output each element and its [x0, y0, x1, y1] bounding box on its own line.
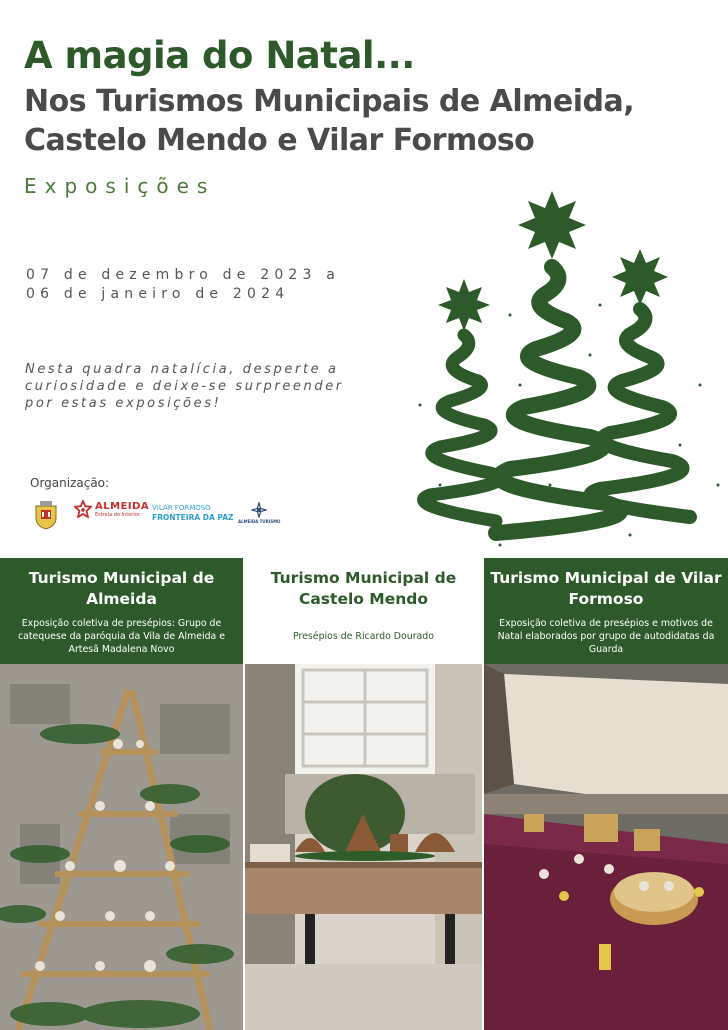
date-line-start: 07 de dezembro de 2023 a	[26, 267, 341, 283]
date-line-end: 06 de janeiro de 2024	[26, 286, 290, 302]
exhibition-photo	[484, 664, 728, 1030]
christmas-tree-icon	[400, 185, 728, 555]
exhibition-title: Turismo Municipal de Almeida	[28, 569, 215, 608]
exhibition-photo	[245, 664, 482, 1030]
exhibition-title: Turismo Municipal de Castelo Mendo	[270, 569, 457, 608]
exhibition-description: Exposição coletiva de presépios: Grupo de catequese da paróquia da Vila de Almeida e Artesã Madalena Novo	[17, 618, 226, 655]
almeida-logo-slogan: Estrela do Interior	[95, 511, 140, 518]
organization-label: Organização:	[30, 476, 110, 490]
exhibition-vilar-formoso	[484, 558, 728, 1030]
almeida-turismo-text: ALMEIDA TURISMO	[238, 519, 281, 524]
vilar-formoso-logo	[152, 504, 233, 522]
almeida-logo-name: ALMEIDA	[95, 500, 150, 512]
exhibition-header	[484, 558, 728, 664]
star-icon	[518, 191, 586, 259]
vf-logo-line-1: VILAR FORMOSO	[152, 504, 211, 512]
vf-logo-line-2: FRONTEIRA DA PAZ	[152, 513, 234, 522]
star-icon	[612, 249, 668, 305]
tagline-line-2: curiosidade e deixe-se surpreender	[25, 379, 344, 394]
tagline-line-3: por estas exposições!	[25, 396, 222, 411]
almeida-logo	[74, 500, 149, 518]
exhibition-almeida	[0, 558, 243, 1030]
organizer-logos	[32, 500, 292, 530]
almeida-turismo-logo	[238, 502, 280, 524]
tagline-line-1: Nesta quadra natalícia, desperte a	[25, 362, 339, 377]
tagline	[25, 361, 344, 412]
exhibitions-section	[0, 558, 728, 1030]
section-label: Exposições	[24, 174, 216, 198]
page-title: A magia do Natal...	[24, 34, 415, 77]
exhibition-title: Turismo Municipal de Vilar Formoso	[490, 569, 722, 608]
exhibition-photo	[0, 664, 243, 1030]
event-dates	[26, 266, 340, 304]
exhibition-header	[0, 558, 243, 664]
star-icon	[438, 279, 490, 331]
page-subtitle: Nos Turismos Municipais de Almeida, Castelo Mendo e Vilar Formoso	[24, 84, 635, 158]
almeida-turismo-star-icon	[251, 502, 267, 518]
exhibition-description: Presépios de Ricardo Dourado	[293, 631, 434, 642]
almeida-star-icon	[74, 500, 92, 518]
exhibition-castelo-mendo	[245, 558, 482, 1030]
almeida-crest-icon	[32, 500, 60, 530]
exhibition-description: Exposição coletiva de presépios e motivos de Natal elaborados por grupo de autodidatas da Guarda	[497, 618, 715, 655]
exhibition-header	[245, 558, 482, 664]
